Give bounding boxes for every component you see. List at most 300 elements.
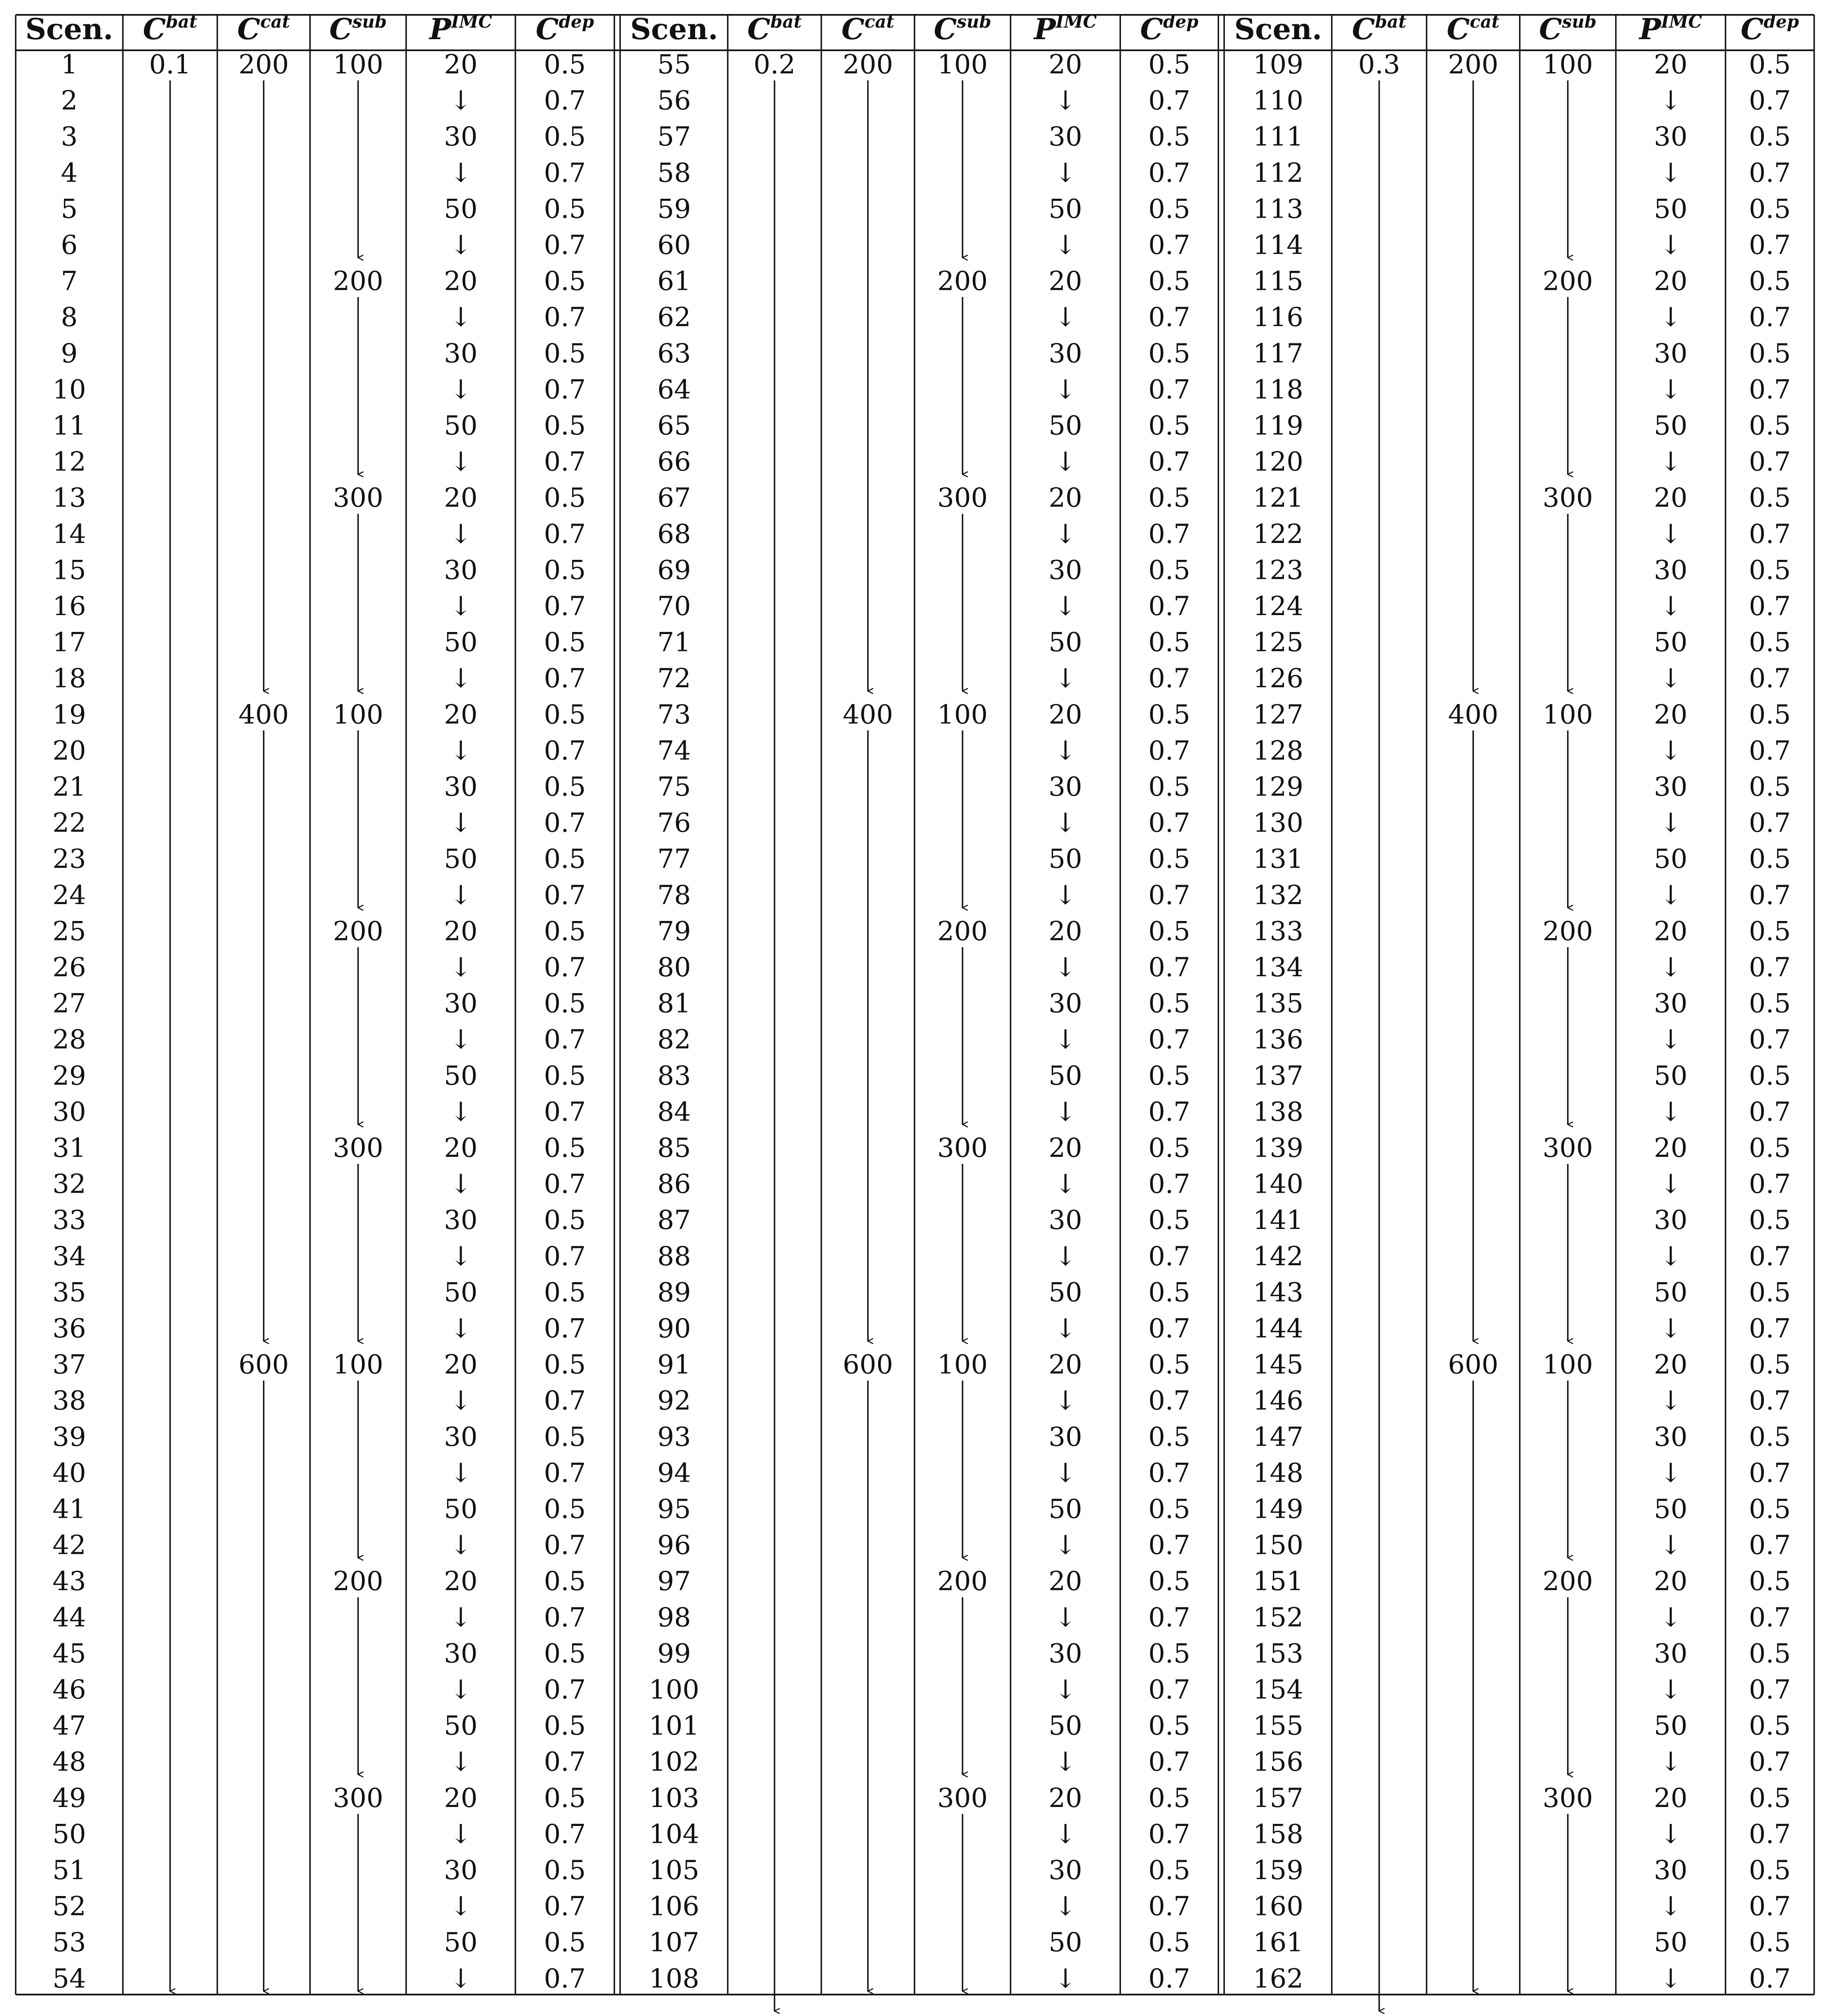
c-dep-value: 0.5 [544,1422,586,1452]
c-dep-value: 0.7 [544,230,586,261]
p-imc-arrow: ↓ [1054,1819,1077,1850]
c-cat-value: 400 [238,699,289,730]
p-imc-value: 30 [444,1855,478,1886]
c-dep-value: 0.5 [1148,266,1190,297]
c-dep-value: 0.5 [1749,1133,1791,1163]
c-dep-value: 0.7 [544,1386,586,1417]
c-dep-value: 0.7 [1148,1313,1190,1344]
p-imc-value: 50 [1654,1060,1688,1091]
scenario-number: 47 [52,1711,86,1741]
p-imc-value: 50 [1654,1711,1688,1741]
scenario-number: 65 [657,411,691,441]
scenario-number: 71 [657,627,691,658]
c-dep-value: 0.7 [1148,446,1190,477]
p-imc-value: 20 [444,916,478,947]
c-dep-value: 0.5 [544,411,586,441]
p-imc-value: 20 [444,1349,478,1380]
scenario-number: 125 [1253,627,1304,658]
c-dep-value: 0.5 [1148,1060,1190,1091]
c-sub-value: 200 [1542,1566,1593,1597]
p-imc-value: 20 [1049,1566,1082,1597]
scenario-number: 72 [657,663,691,694]
p-imc-arrow: ↓ [1660,735,1682,766]
scenario-number: 15 [52,555,86,586]
c-dep-value: 0.7 [544,1602,586,1633]
scenario-number: 44 [52,1602,86,1633]
scenario-number: 4 [61,157,78,188]
c-dep-value: 0.5 [1749,699,1791,730]
p-imc-arrow: ↓ [449,519,472,550]
c-dep-value: 0.7 [1148,1241,1190,1272]
scenario-number: 38 [52,1386,86,1417]
p-imc-arrow: ↓ [1054,808,1077,839]
p-imc-value: 50 [444,1494,478,1525]
p-imc-arrow: ↓ [449,808,472,839]
c-dep-value: 0.5 [1749,1205,1791,1236]
p-imc-arrow: ↓ [1660,85,1682,116]
p-imc-value: 30 [1654,1422,1688,1452]
c-dep-value: 0.5 [544,1205,586,1236]
scenario-number: 60 [657,230,691,261]
c-cat-value: 400 [1448,699,1499,730]
p-imc-value: 30 [1049,1422,1082,1452]
p-imc-arrow: ↓ [449,374,472,405]
p-imc-value: 50 [1654,844,1688,875]
c-dep-value: 0.5 [1148,411,1190,441]
p-imc-arrow: ↓ [1660,1530,1682,1561]
header-cell: $P^{IMC}$ [1639,12,1702,46]
c-dep-value: 0.5 [544,1927,586,1958]
c-sub-value: 200 [937,916,988,947]
scenario-number: 76 [657,808,691,839]
scenario-number: 58 [657,157,691,188]
c-dep-value: 0.5 [544,338,586,369]
scenario-number: 89 [657,1277,691,1308]
p-imc-arrow: ↓ [449,157,472,188]
p-imc-arrow: ↓ [1660,157,1682,188]
p-imc-arrow: ↓ [1660,1819,1682,1850]
scenario-number: 151 [1253,1566,1304,1597]
c-dep-value: 0.5 [544,49,586,80]
scenario-number: 83 [657,1060,691,1091]
p-imc-value: 50 [1049,1277,1082,1308]
c-dep-value: 0.5 [544,1638,586,1669]
p-imc-arrow: ↓ [449,952,472,983]
scenario-number: 8 [61,302,78,333]
scenario-number: 11 [52,411,86,441]
scenario-number: 136 [1253,1024,1304,1055]
p-imc-arrow: ↓ [449,1458,472,1489]
scenario-number: 98 [657,1602,691,1633]
scenario-number: 124 [1253,591,1304,622]
scenario-number: 121 [1253,483,1304,514]
scenario-number: 27 [52,988,86,1019]
scenario-number: 52 [52,1891,86,1922]
p-imc-value: 50 [444,844,478,875]
scenario-number: 154 [1253,1675,1304,1705]
c-dep-value: 0.7 [544,446,586,477]
scenario-number: 160 [1253,1891,1304,1922]
c-dep-value: 0.7 [1148,735,1190,766]
scenario-number: 157 [1253,1783,1304,1814]
scenario-number: 99 [657,1638,691,1669]
p-imc-arrow: ↓ [449,591,472,622]
p-imc-arrow: ↓ [1660,1458,1682,1489]
c-dep-value: 0.7 [544,1747,586,1778]
p-imc-value: 20 [1654,49,1688,80]
c-dep-value: 0.5 [1749,1711,1791,1741]
p-imc-arrow: ↓ [1054,374,1077,405]
scenario-number: 31 [52,1133,86,1163]
c-dep-value: 0.5 [544,1494,586,1525]
p-imc-value: 20 [1049,1133,1082,1163]
scenario-number: 101 [649,1711,700,1741]
p-imc-arrow: ↓ [449,1386,472,1417]
p-imc-arrow: ↓ [1054,230,1077,261]
c-dep-value: 0.7 [1148,519,1190,550]
p-imc-arrow: ↓ [1660,1097,1682,1128]
scenario-number: 93 [657,1422,691,1452]
c-sub-value: 300 [937,1133,988,1163]
p-imc-arrow: ↓ [449,1747,472,1778]
p-imc-arrow: ↓ [1660,1313,1682,1344]
scenario-number: 138 [1253,1097,1304,1128]
table-frame [16,15,1814,1995]
p-imc-value: 50 [444,627,478,658]
scenario-number: 70 [657,591,691,622]
c-dep-value: 0.7 [1148,1963,1190,1994]
scenario-number: 146 [1253,1386,1304,1417]
c-dep-value: 0.7 [1148,1602,1190,1633]
c-sub-value: 100 [333,699,383,730]
c-dep-value: 0.5 [1148,916,1190,947]
scenario-number: 145 [1253,1349,1304,1380]
p-imc-value: 30 [444,1422,478,1452]
p-imc-value: 50 [1654,1927,1688,1958]
c-dep-value: 0.5 [544,194,586,225]
scenario-number: 92 [657,1386,691,1417]
c-dep-value: 0.5 [1749,1060,1791,1091]
c-sub-value: 300 [333,483,383,514]
c-dep-value: 0.7 [1749,1963,1791,1994]
c-dep-value: 0.7 [544,1458,586,1489]
p-imc-arrow: ↓ [1054,880,1077,911]
p-imc-arrow: ↓ [449,302,472,333]
c-dep-value: 0.5 [544,1060,586,1091]
scenario-number: 32 [52,1169,86,1200]
p-imc-arrow: ↓ [449,1963,472,1994]
header-cell: $C^{bat}$ [747,12,802,46]
p-imc-arrow: ↓ [1054,735,1077,766]
scenario-number: 19 [52,699,86,730]
scenario-number: 9 [61,338,78,369]
c-dep-value: 0.5 [544,266,586,297]
p-imc-arrow: ↓ [1660,1602,1682,1633]
scenario-number: 127 [1253,699,1304,730]
c-dep-value: 0.5 [544,772,586,802]
scenario-number: 119 [1253,411,1304,441]
c-dep-value: 0.7 [1148,1458,1190,1489]
c-dep-value: 0.5 [1148,844,1190,875]
c-dep-value: 0.7 [1749,1819,1791,1850]
c-dep-value: 0.5 [1148,122,1190,153]
header-cell: $C^{cat}$ [237,12,290,46]
scenario-number: 56 [657,85,691,116]
c-dep-value: 0.7 [544,663,586,694]
scenario-number: 34 [52,1241,86,1272]
p-imc-value: 50 [444,194,478,225]
p-imc-arrow: ↓ [449,1313,472,1344]
c-dep-value: 0.5 [1749,1277,1791,1308]
header-cell: Scen. [1234,12,1322,46]
p-imc-value: 20 [444,266,478,297]
c-dep-value: 0.5 [1148,1638,1190,1669]
p-imc-arrow: ↓ [1660,663,1682,694]
c-dep-value: 0.7 [1749,591,1791,622]
c-dep-value: 0.7 [1148,1169,1190,1200]
c-dep-value: 0.5 [1749,627,1791,658]
header-cell: $C^{sub}$ [329,12,387,46]
scenario-number: 141 [1253,1205,1304,1236]
p-imc-arrow: ↓ [1054,1530,1077,1561]
c-bat-value: 0.3 [1358,49,1400,80]
p-imc-arrow: ↓ [1054,591,1077,622]
c-dep-value: 0.5 [1749,772,1791,802]
p-imc-arrow: ↓ [1054,157,1077,188]
c-dep-value: 0.7 [544,157,586,188]
p-imc-value: 50 [444,1927,478,1958]
c-dep-value: 0.7 [1749,808,1791,839]
c-cat-value: 600 [1448,1349,1499,1380]
header-cell: $P^{IMC}$ [1034,12,1097,46]
scenario-number: 111 [1253,122,1304,153]
scenario-number: 142 [1253,1241,1304,1272]
scenario-number: 40 [52,1458,86,1489]
p-imc-arrow: ↓ [449,1241,472,1272]
p-imc-arrow: ↓ [1660,1241,1682,1272]
c-dep-value: 0.5 [544,122,586,153]
c-sub-value: 300 [333,1133,383,1163]
c-sub-value: 100 [333,49,383,80]
scenario-number: 96 [657,1530,691,1561]
p-imc-value: 30 [1049,1638,1082,1669]
c-dep-value: 0.5 [1148,338,1190,369]
p-imc-arrow: ↓ [1054,519,1077,550]
c-dep-value: 0.7 [1749,230,1791,261]
c-dep-value: 0.7 [1148,1024,1190,1055]
scenario-number: 18 [52,663,86,694]
c-dep-value: 0.7 [544,302,586,333]
c-dep-value: 0.5 [544,555,586,586]
p-imc-value: 50 [1049,1494,1082,1525]
p-imc-value: 20 [1654,483,1688,514]
scenario-number: 68 [657,519,691,550]
p-imc-value: 50 [1654,1494,1688,1525]
c-dep-value: 0.7 [1749,1097,1791,1128]
scenario-number: 126 [1253,663,1304,694]
scenario-number: 94 [657,1458,691,1489]
c-dep-value: 0.7 [1749,519,1791,550]
scenario-number: 152 [1253,1602,1304,1633]
scenario-number: 139 [1253,1133,1304,1163]
header-cell: $C^{dep}$ [1140,12,1199,46]
c-dep-value: 0.5 [1148,988,1190,1019]
p-imc-arrow: ↓ [449,1169,472,1200]
c-sub-value: 100 [333,1349,383,1380]
scenario-number: 63 [657,338,691,369]
p-imc-value: 20 [444,1783,478,1814]
p-imc-arrow: ↓ [1660,808,1682,839]
c-dep-value: 0.5 [544,483,586,514]
scenario-number: 91 [657,1349,691,1380]
p-imc-arrow: ↓ [1054,1097,1077,1128]
c-dep-value: 0.5 [1749,1855,1791,1886]
scenario-number: 104 [649,1819,700,1850]
scenario-number: 87 [657,1205,691,1236]
scenario-number: 150 [1253,1530,1304,1561]
c-dep-value: 0.5 [1749,49,1791,80]
scenario-number: 81 [657,988,691,1019]
p-imc-value: 20 [1049,483,1082,514]
scenario-number: 61 [657,266,691,297]
p-imc-arrow: ↓ [449,446,472,477]
c-sub-value: 100 [1542,699,1593,730]
p-imc-arrow: ↓ [1660,374,1682,405]
c-dep-value: 0.7 [1148,1386,1190,1417]
scenario-number: 122 [1253,519,1304,550]
p-imc-value: 20 [444,49,478,80]
p-imc-value: 50 [1049,627,1082,658]
scenario-number: 64 [657,374,691,405]
c-dep-value: 0.5 [1148,699,1190,730]
c-dep-value: 0.5 [544,1783,586,1814]
p-imc-value: 50 [1654,411,1688,441]
c-dep-value: 0.7 [1749,952,1791,983]
p-imc-value: 20 [1049,916,1082,947]
p-imc-arrow: ↓ [449,230,472,261]
c-dep-value: 0.7 [1749,1747,1791,1778]
scenario-number: 16 [52,591,86,622]
c-sub-value: 200 [937,266,988,297]
scenario-number: 14 [52,519,86,550]
c-dep-value: 0.5 [1749,1349,1791,1380]
p-imc-value: 20 [1049,266,1082,297]
c-dep-value: 0.7 [544,952,586,983]
c-dep-value: 0.7 [1749,1024,1791,1055]
scenario-number: 22 [52,808,86,839]
p-imc-value: 30 [444,338,478,369]
c-dep-value: 0.5 [1148,1927,1190,1958]
c-dep-value: 0.7 [1749,446,1791,477]
c-cat-value: 200 [842,49,893,80]
c-dep-value: 0.5 [1749,483,1791,514]
scenario-number: 132 [1253,880,1304,911]
c-dep-value: 0.7 [544,1097,586,1128]
c-dep-value: 0.7 [1749,1313,1791,1344]
c-dep-value: 0.7 [1148,230,1190,261]
c-sub-value: 200 [333,916,383,947]
p-imc-arrow: ↓ [1054,1963,1077,1994]
scenario-number: 129 [1253,772,1304,802]
scenario-number: 62 [657,302,691,333]
p-imc-arrow: ↓ [1660,1891,1682,1922]
scenario-number: 140 [1253,1169,1304,1200]
p-imc-value: 50 [1049,1060,1082,1091]
p-imc-arrow: ↓ [1054,1602,1077,1633]
c-dep-value: 0.5 [1749,1783,1791,1814]
c-sub-value: 300 [1542,483,1593,514]
scenario-number: 13 [52,483,86,514]
c-dep-value: 0.5 [1148,483,1190,514]
p-imc-arrow: ↓ [449,1675,472,1705]
p-imc-value: 50 [444,1711,478,1741]
c-dep-value: 0.5 [544,1711,586,1741]
p-imc-arrow: ↓ [1054,952,1077,983]
scenario-number: 73 [657,699,691,730]
scenario-number: 106 [649,1891,700,1922]
c-dep-value: 0.7 [544,808,586,839]
c-sub-value: 100 [937,49,988,80]
c-dep-value: 0.7 [544,1819,586,1850]
c-dep-value: 0.5 [1148,772,1190,802]
scenario-number: 120 [1253,446,1304,477]
p-imc-arrow: ↓ [1660,591,1682,622]
c-dep-value: 0.5 [1749,338,1791,369]
scenario-number: 43 [52,1566,86,1597]
c-dep-value: 0.7 [1148,1530,1190,1561]
scenario-number: 143 [1253,1277,1304,1308]
c-cat-value: 200 [238,49,289,80]
c-dep-value: 0.7 [544,1313,586,1344]
scenario-number: 24 [52,880,86,911]
c-dep-value: 0.5 [1148,1855,1190,1886]
table-body [52,49,1791,2011]
scenario-number: 33 [52,1205,86,1236]
c-sub-value: 300 [937,1783,988,1814]
scenario-number: 116 [1253,302,1304,333]
scenario-number: 42 [52,1530,86,1561]
p-imc-value: 30 [1654,338,1688,369]
p-imc-arrow: ↓ [1054,1675,1077,1705]
header-cell: Scen. [630,12,718,46]
c-sub-value: 300 [1542,1133,1593,1163]
scenario-number: 161 [1253,1927,1304,1958]
c-dep-value: 0.7 [1749,1458,1791,1489]
p-imc-value: 20 [1654,1133,1688,1163]
p-imc-value: 30 [444,1638,478,1669]
p-imc-value: 30 [1049,122,1082,153]
scenario-number: 5 [61,194,78,225]
p-imc-value: 20 [444,483,478,514]
p-imc-arrow: ↓ [1660,1386,1682,1417]
c-dep-value: 0.7 [1148,85,1190,116]
c-sub-value: 300 [333,1783,383,1814]
c-dep-value: 0.7 [1148,952,1190,983]
c-dep-value: 0.7 [1749,1891,1791,1922]
c-sub-value: 100 [937,699,988,730]
c-cat-value: 600 [238,1349,289,1380]
scenario-number: 148 [1253,1458,1304,1489]
scenario-number: 3 [61,122,78,153]
p-imc-value: 50 [1049,844,1082,875]
c-dep-value: 0.7 [1749,880,1791,911]
c-dep-value: 0.7 [1749,302,1791,333]
scenario-number: 114 [1253,230,1304,261]
c-dep-value: 0.7 [1148,302,1190,333]
scenario-number: 162 [1253,1963,1304,1994]
p-imc-value: 50 [1654,627,1688,658]
c-dep-value: 0.7 [1148,1097,1190,1128]
